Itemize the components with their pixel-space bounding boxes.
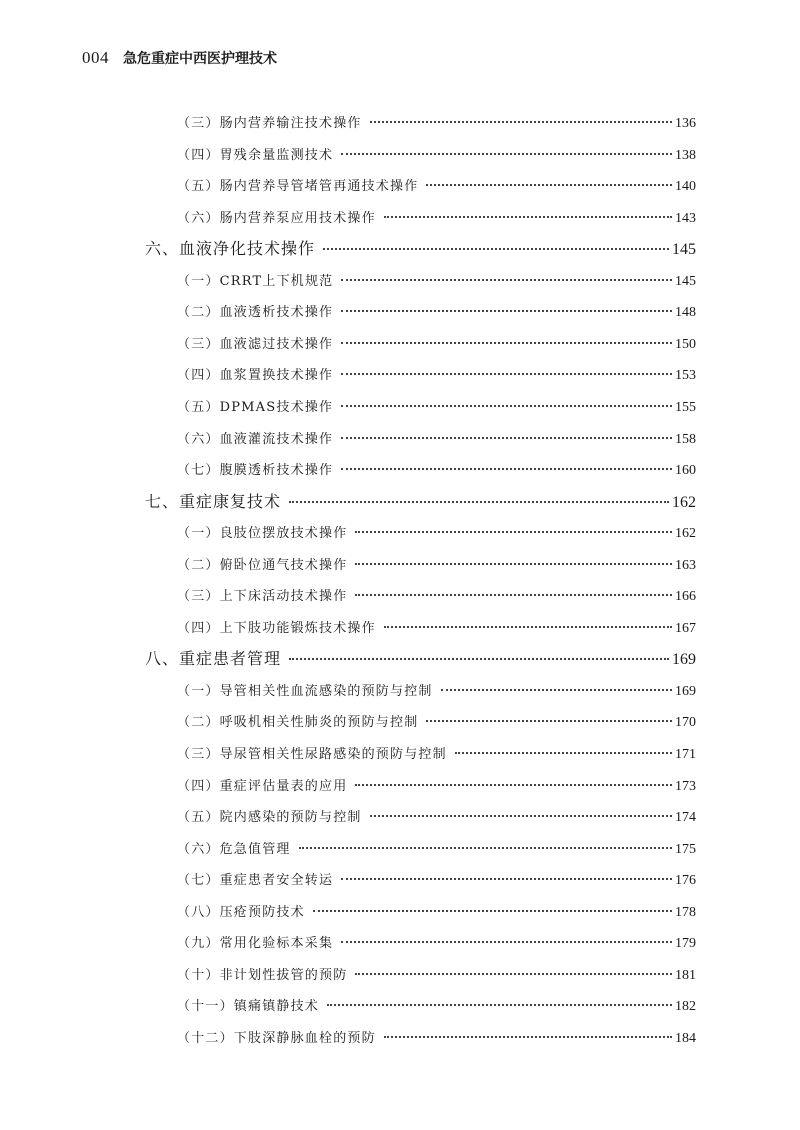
toc-entry-title: （七）重症患者安全转运 xyxy=(177,873,334,889)
toc-entry-page-number: 155 xyxy=(675,399,696,415)
dot-leader xyxy=(341,310,672,312)
dot-leader xyxy=(341,405,672,407)
dot-leader xyxy=(355,784,672,786)
toc-entry-page-number: 138 xyxy=(675,147,696,163)
toc-entry-title: 六、血液净化技术操作 xyxy=(145,239,316,259)
toc-entry-title: （五）肠内营养导管堵管再通技术操作 xyxy=(177,179,419,195)
toc-entry[interactable] xyxy=(177,207,696,227)
toc-entry-title: （五）DPMAS技术操作 xyxy=(177,399,334,415)
page-number: 004 xyxy=(82,48,109,67)
toc-entry-title: （四）重症评估量表的应用 xyxy=(177,778,348,794)
toc-entry[interactable] xyxy=(177,333,696,353)
toc-entry-page-number: 160 xyxy=(675,463,696,479)
toc-section-entry[interactable] xyxy=(145,236,696,259)
dot-leader xyxy=(441,689,672,691)
toc-entry[interactable] xyxy=(177,711,696,731)
toc-entry-title: 七、重症康复技术 xyxy=(145,491,282,511)
toc-entry-page-number: 162 xyxy=(675,526,696,542)
toc-entry-page-number: 163 xyxy=(675,557,696,573)
toc-entry[interactable] xyxy=(177,1027,696,1047)
toc-entry-title: （七）腹膜透析技术操作 xyxy=(177,463,334,479)
toc-entry[interactable] xyxy=(177,775,696,795)
toc-entry-page-number: 150 xyxy=(675,336,696,352)
toc-entry[interactable] xyxy=(177,617,696,637)
toc-entry-page-number: 178 xyxy=(675,904,696,920)
toc-entry[interactable] xyxy=(177,995,696,1015)
dot-leader xyxy=(384,216,672,218)
toc-entry-title: （二）呼吸机相关性肺炎的预防与控制 xyxy=(177,715,419,731)
toc-entry[interactable] xyxy=(177,932,696,952)
toc-entry-title: （二）血液透析技术操作 xyxy=(177,305,334,321)
toc-entry-title: （三）血液滤过技术操作 xyxy=(177,336,334,352)
toc-entry-title: 八、重症患者管理 xyxy=(145,649,282,669)
dot-leader xyxy=(355,594,672,596)
toc-entry-title: （六）肠内营养泵应用技术操作 xyxy=(177,210,376,226)
toc-entry-page-number: 176 xyxy=(675,873,696,889)
dot-leader xyxy=(299,847,672,849)
toc-entry[interactable] xyxy=(177,364,696,384)
toc-entry-title: （一）良肢位摆放技术操作 xyxy=(177,526,348,542)
toc-entry[interactable] xyxy=(177,964,696,984)
dot-leader xyxy=(289,501,669,503)
toc-entry-page-number: 166 xyxy=(675,589,696,605)
toc-entry[interactable] xyxy=(177,585,696,605)
toc-entry-page-number: 136 xyxy=(675,116,696,131)
book-title: 急危重症中西医护理技术 xyxy=(123,51,277,67)
toc-entry-page-number: 181 xyxy=(675,967,696,983)
toc-entry-page-number: 153 xyxy=(675,368,696,384)
toc-entry-page-number: 145 xyxy=(672,241,696,259)
toc-entry[interactable] xyxy=(177,301,696,321)
dot-leader xyxy=(313,910,672,912)
toc-entry-title: （四）胃残余量监测技术 xyxy=(177,147,334,163)
dot-leader xyxy=(341,941,672,943)
toc-entry-page-number: 143 xyxy=(675,210,696,226)
dot-leader xyxy=(323,248,669,250)
dot-leader xyxy=(384,1036,672,1038)
toc-entry[interactable] xyxy=(177,554,696,574)
toc-entry-page-number: 182 xyxy=(675,999,696,1015)
toc-entry-page-number: 158 xyxy=(675,431,696,447)
dot-leader xyxy=(341,153,672,155)
toc-entry[interactable] xyxy=(177,112,696,132)
toc-entry-title: （五）院内感染的预防与控制 xyxy=(177,810,362,826)
toc-entry-page-number: 173 xyxy=(675,778,696,794)
dot-leader xyxy=(355,531,672,533)
toc-entry-title: （一）导管相关性血流感染的预防与控制 xyxy=(177,683,433,699)
toc-section-entry[interactable] xyxy=(145,646,696,669)
toc-entry-page-number: 175 xyxy=(675,841,696,857)
toc-entry-title: （十一）镇痛镇静技术 xyxy=(177,999,320,1015)
dot-leader xyxy=(341,279,672,281)
toc-entry[interactable] xyxy=(177,869,696,889)
toc-entry-page-number: 167 xyxy=(675,620,696,636)
toc-entry-title: （一）CRRT上下机规范 xyxy=(177,273,334,289)
toc-entry-title: （八）压疮预防技术 xyxy=(177,904,305,920)
toc-entry-title: （六）血液灌流技术操作 xyxy=(177,431,334,447)
toc-entry[interactable] xyxy=(177,522,696,542)
dot-leader xyxy=(370,121,672,123)
running-header xyxy=(82,48,277,68)
toc-entry-title: （十二）下肢深静脉血栓的预防 xyxy=(177,1030,376,1046)
toc-entry-title: （三）导尿管相关性尿路感染的预防与控制 xyxy=(177,747,447,762)
toc-entry-title: （三）肠内营养输注技术操作 xyxy=(177,116,362,131)
toc-entry[interactable] xyxy=(177,144,696,164)
toc-entry-title: （二）俯卧位通气技术操作 xyxy=(177,557,348,573)
toc-entry[interactable] xyxy=(177,901,696,921)
toc-entry-page-number: 170 xyxy=(675,715,696,731)
dot-leader xyxy=(355,563,672,565)
toc-entry-page-number: 145 xyxy=(675,273,696,289)
toc-entry[interactable] xyxy=(177,680,696,700)
toc-entry[interactable] xyxy=(177,743,696,763)
toc-entry[interactable] xyxy=(177,806,696,826)
toc-entry-title: （四）上下肢功能锻炼技术操作 xyxy=(177,620,376,636)
toc-entry-page-number: 169 xyxy=(672,651,696,669)
dot-leader xyxy=(426,184,672,186)
dot-leader xyxy=(289,658,669,660)
toc-section-entry[interactable] xyxy=(145,489,696,512)
toc-entry-title: （三）上下床活动技术操作 xyxy=(177,589,348,605)
dot-leader xyxy=(341,878,672,880)
toc-entry-title: （九）常用化验标本采集 xyxy=(177,936,334,952)
dot-leader xyxy=(327,1004,672,1006)
toc-entry-page-number: 148 xyxy=(675,305,696,321)
dot-leader xyxy=(455,752,672,754)
toc-entry[interactable] xyxy=(177,175,696,195)
dot-leader xyxy=(341,468,672,470)
dot-leader xyxy=(384,626,672,628)
toc-entry-page-number: 184 xyxy=(675,1030,696,1046)
dot-leader xyxy=(426,720,672,722)
dot-leader xyxy=(341,342,672,344)
toc-entry[interactable] xyxy=(177,396,696,416)
toc-entry[interactable] xyxy=(177,459,696,479)
toc-entry-title: （六）危急值管理 xyxy=(177,841,291,857)
toc-entry-page-number: 171 xyxy=(675,747,696,762)
toc-entry-page-number: 179 xyxy=(675,936,696,952)
toc-entry-page-number: 162 xyxy=(672,493,696,511)
dot-leader xyxy=(341,437,672,439)
toc-entry-page-number: 174 xyxy=(675,810,696,826)
dot-leader xyxy=(370,815,672,817)
toc-entry-title: （四）血浆置换技术操作 xyxy=(177,368,334,384)
toc-entry[interactable] xyxy=(177,270,696,290)
toc-entry-title: （十）非计划性拔管的预防 xyxy=(177,967,348,983)
toc-entry[interactable] xyxy=(177,428,696,448)
toc-entry-page-number: 140 xyxy=(675,179,696,195)
toc-entry-page-number: 169 xyxy=(675,683,696,699)
toc-entry[interactable] xyxy=(177,838,696,858)
dot-leader xyxy=(341,373,672,375)
dot-leader xyxy=(355,973,672,975)
